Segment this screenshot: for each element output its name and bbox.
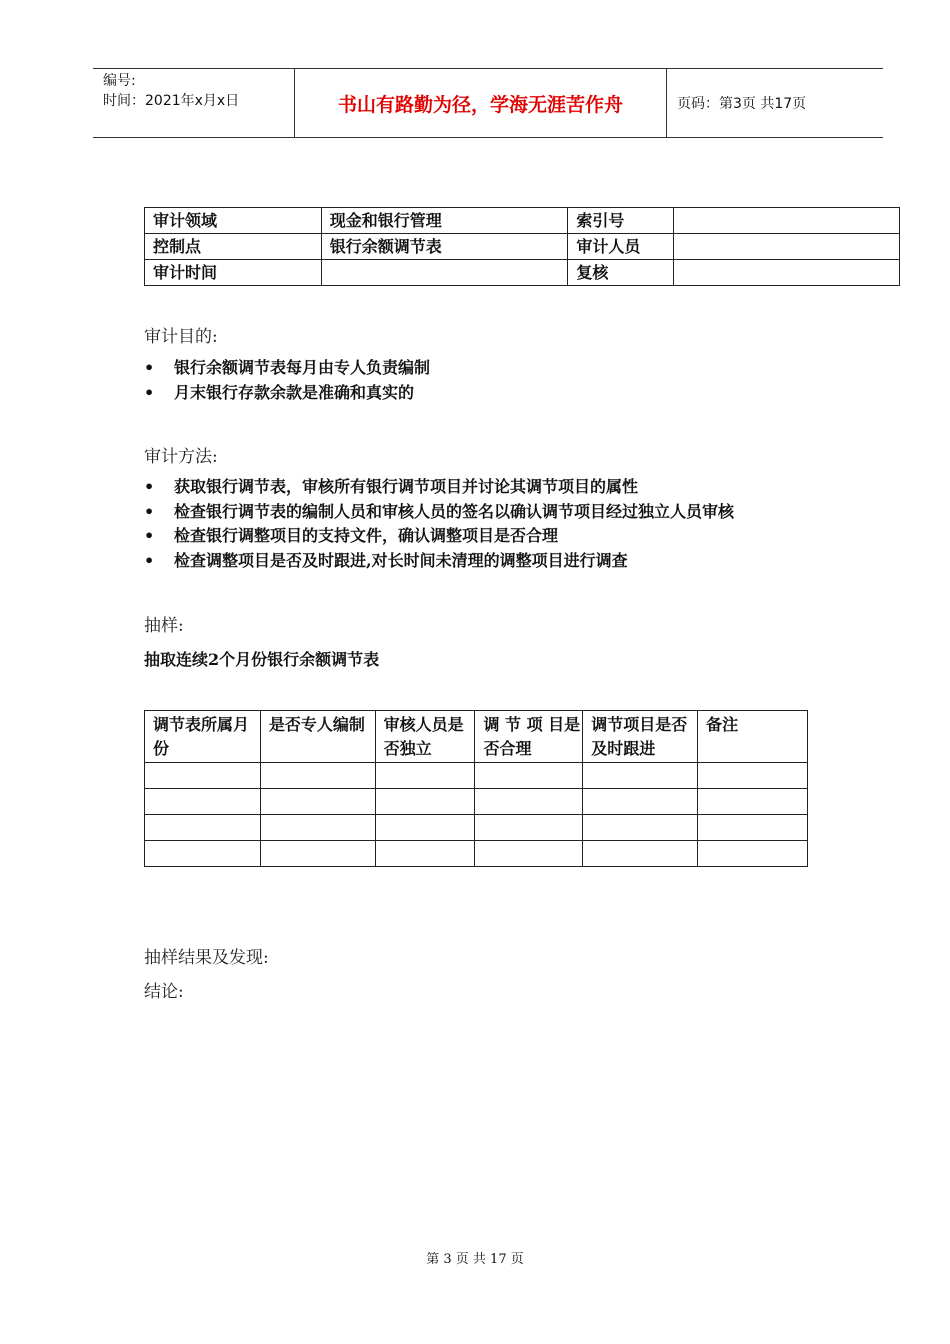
table-cell[interactable] bbox=[145, 763, 261, 789]
time-label: 时间：2021年x月x日 bbox=[103, 93, 240, 109]
table-row bbox=[145, 815, 808, 841]
table-row bbox=[145, 208, 900, 234]
info-cell[interactable] bbox=[674, 260, 900, 286]
info-cell: 审计人员 bbox=[568, 234, 674, 260]
header-left bbox=[93, 69, 294, 137]
sample-table bbox=[144, 710, 808, 867]
motto: 书山有路勤为径，学海无涯苦作舟 bbox=[294, 69, 667, 137]
table-cell[interactable] bbox=[260, 841, 375, 867]
table-cell[interactable] bbox=[145, 815, 261, 841]
table-cell[interactable] bbox=[583, 815, 698, 841]
results-heading: 抽样结果及发现: bbox=[144, 948, 269, 968]
table-cell[interactable] bbox=[475, 815, 583, 841]
table-cell[interactable] bbox=[145, 841, 261, 867]
list-item: • 检查银行调节表的编制人员和审核人员的签名以确认调节项目经过独立人员审核 bbox=[144, 500, 734, 525]
table-cell[interactable] bbox=[698, 841, 808, 867]
table-cell[interactable] bbox=[583, 841, 698, 867]
table-cell[interactable] bbox=[375, 815, 475, 841]
page-label: 页码：第3页 共17页 bbox=[677, 96, 807, 112]
methods-heading: 审计方法: bbox=[144, 447, 218, 467]
list-item: • 获取银行调节表，审核所有银行调节项目并讨论其调节项目的属性 bbox=[144, 475, 734, 500]
column-header: 调节表所属月份 bbox=[145, 711, 261, 763]
audit-info-table bbox=[144, 207, 900, 286]
table-cell[interactable] bbox=[583, 789, 698, 815]
table-cell[interactable] bbox=[260, 789, 375, 815]
methods-list bbox=[144, 475, 734, 573]
column-header: 调节项目是否及时跟进 bbox=[583, 711, 698, 763]
table-row bbox=[145, 260, 900, 286]
table-row bbox=[145, 234, 900, 260]
table-cell[interactable] bbox=[145, 789, 261, 815]
table-cell[interactable] bbox=[698, 763, 808, 789]
table-cell[interactable] bbox=[260, 763, 375, 789]
column-header: 是否专人编制 bbox=[260, 711, 375, 763]
info-cell[interactable] bbox=[321, 260, 568, 286]
objectives-heading: 审计目的: bbox=[144, 327, 218, 347]
info-cell: 银行余额调节表 bbox=[321, 234, 568, 260]
number-label: 编号: bbox=[103, 73, 136, 89]
table-cell[interactable] bbox=[698, 815, 808, 841]
table-header-row bbox=[145, 711, 808, 763]
column-header: 调 节 项 目是否合理 bbox=[475, 711, 583, 763]
column-header: 备注 bbox=[698, 711, 808, 763]
list-item: • 月末银行存款余款是准确和真实的 bbox=[144, 381, 430, 406]
table-row bbox=[145, 763, 808, 789]
objectives-list bbox=[144, 356, 430, 405]
info-cell[interactable] bbox=[674, 234, 900, 260]
info-cell: 复核 bbox=[568, 260, 674, 286]
page-footer: 第 3 页 共 17 页 bbox=[426, 1252, 524, 1267]
conclusion-heading: 结论: bbox=[144, 982, 184, 1002]
list-item: • 银行余额调节表每月由专人负责编制 bbox=[144, 356, 430, 381]
table-cell[interactable] bbox=[260, 815, 375, 841]
list-item: • 检查调整项目是否及时跟进,对长时间未清理的调整项目进行调查 bbox=[144, 549, 734, 574]
table-cell[interactable] bbox=[375, 763, 475, 789]
info-cell[interactable] bbox=[674, 208, 900, 234]
table-cell[interactable] bbox=[375, 789, 475, 815]
table-cell[interactable] bbox=[375, 841, 475, 867]
table-cell[interactable] bbox=[475, 789, 583, 815]
table-cell[interactable] bbox=[698, 789, 808, 815]
info-cell: 审计领域 bbox=[145, 208, 322, 234]
sampling-heading: 抽样: bbox=[144, 616, 184, 636]
table-row bbox=[145, 789, 808, 815]
info-cell: 控制点 bbox=[145, 234, 322, 260]
page-header bbox=[93, 68, 883, 138]
list-item: • 检查银行调整项目的支持文件，确认调整项目是否合理 bbox=[144, 524, 734, 549]
table-cell[interactable] bbox=[475, 841, 583, 867]
table-cell[interactable] bbox=[583, 763, 698, 789]
column-header: 审核人员是否独立 bbox=[375, 711, 475, 763]
table-row bbox=[145, 841, 808, 867]
info-cell: 索引号 bbox=[568, 208, 674, 234]
sampling-text: 抽取连续2个月份银行余额调节表 bbox=[144, 650, 380, 669]
info-cell: 现金和银行管理 bbox=[321, 208, 568, 234]
table-cell[interactable] bbox=[475, 763, 583, 789]
info-cell: 审计时间 bbox=[145, 260, 322, 286]
